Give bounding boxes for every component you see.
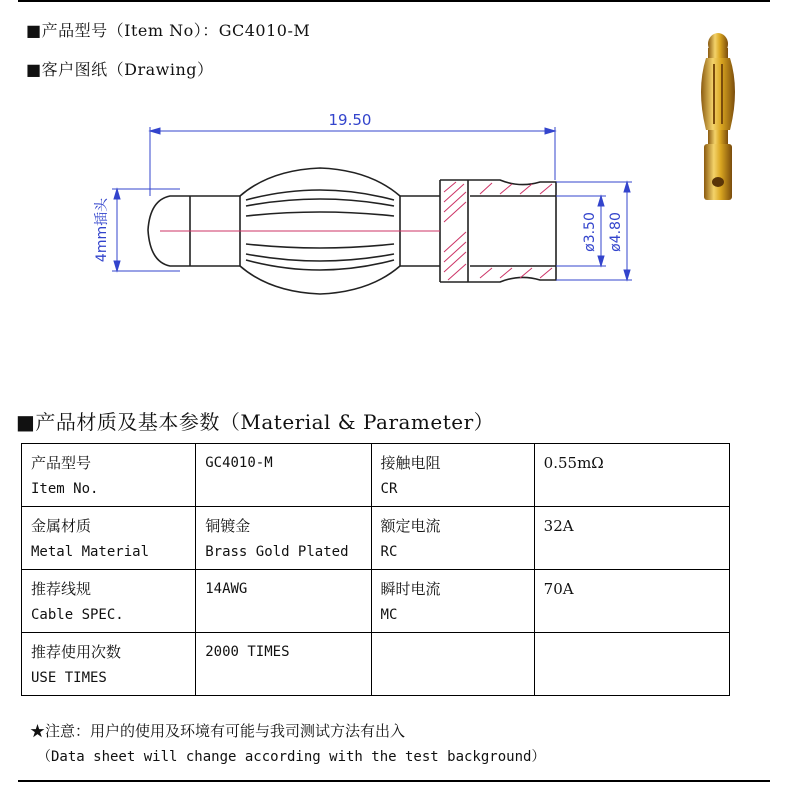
drawing-heading: ■客户图纸（Drawing） (26, 60, 214, 79)
value: 32A (543, 517, 574, 535)
table-cell (196, 507, 371, 570)
table-cell (22, 507, 196, 570)
table-cell (534, 507, 729, 570)
bottom-rule (18, 780, 770, 782)
label-en: CR (380, 481, 398, 497)
table-row (22, 570, 730, 633)
table-cell (22, 633, 196, 696)
label-en: Metal Material (31, 544, 150, 560)
length-dimension-label: 19.50 (328, 111, 372, 129)
label-en: MC (380, 607, 398, 623)
label-cn: 额定电流 (380, 517, 441, 535)
label-en: Item No. (31, 481, 99, 497)
value: GC4010-M (205, 455, 273, 471)
label-cn: 推荐使用次数 (31, 643, 122, 661)
label-cn: 接触电阻 (380, 454, 441, 472)
label-en: USE TIMES (31, 670, 107, 686)
table-cell (371, 570, 534, 633)
table-cell (22, 570, 196, 633)
disclaimer-cn: ★注意：用户的使用及环境有可能与我司测试方法有出入 (30, 722, 406, 740)
value-cn: 铜镀金 (205, 517, 251, 535)
parameter-heading: ■产品材质及基本参数（Material & Parameter） (16, 410, 495, 434)
table-cell (371, 507, 534, 570)
table-cell (196, 633, 371, 696)
value: 14AWG (205, 581, 248, 597)
table-cell (534, 444, 729, 507)
value: 0.55mΩ (543, 454, 604, 472)
outer-diameter-label: ø4.80 (608, 212, 624, 252)
label-cn: 金属材质 (31, 517, 92, 535)
parameter-table (21, 443, 730, 696)
disclaimer-en: （Data sheet will change according with the test background） (37, 749, 546, 765)
table-cell (196, 444, 371, 507)
table-cell (196, 570, 371, 633)
label-cn: 产品型号 (31, 454, 92, 472)
label-cn: 瞬时电流 (380, 580, 441, 598)
label-cn: 推荐线规 (31, 580, 92, 598)
product-photo (686, 30, 750, 210)
label-en: RC (380, 544, 398, 560)
value: Brass Gold Plated (205, 544, 349, 560)
label-en: Cable SPEC. (31, 607, 124, 623)
value: 2000 TIMES (205, 644, 290, 660)
table-cell (371, 633, 534, 696)
table-row (22, 633, 730, 696)
inner-diameter-label: ø3.50 (582, 212, 598, 252)
table-row (22, 444, 730, 507)
length-dimension (150, 127, 555, 196)
item-no-heading: ■产品型号（Item No）：GC4010-M (26, 21, 311, 40)
table-cell (371, 444, 534, 507)
plug-diameter-dimension (112, 189, 180, 271)
table-cell (534, 633, 729, 696)
table-row (22, 507, 730, 570)
table-cell (534, 570, 729, 633)
value: 70A (543, 580, 574, 598)
plug-size-label: 4mm插头 (94, 197, 110, 263)
table-cell (22, 444, 196, 507)
